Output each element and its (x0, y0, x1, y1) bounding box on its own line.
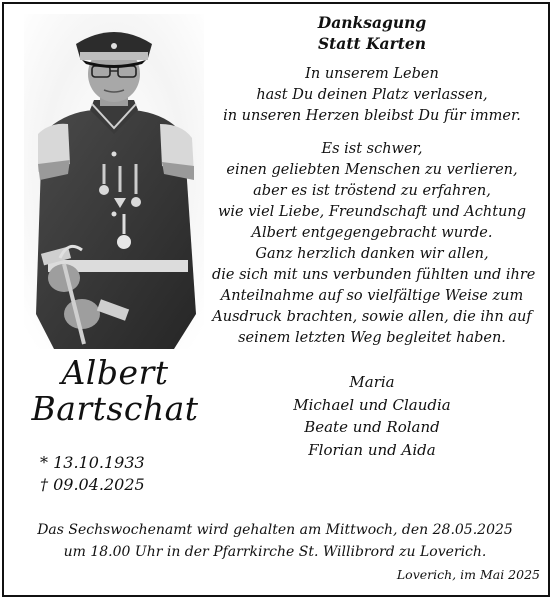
service-line: Das Sechswochenamt wird gehalten am Mittwoch, den 28.05.2025 (37, 522, 513, 538)
poem-line: seinem letzten Weg begleitet haben. (238, 330, 506, 346)
place-date: Loverich, im Mai 2025 (396, 567, 540, 582)
signer: Michael und Claudia (293, 395, 451, 414)
poem-line: In unserem Leben (305, 66, 439, 82)
portrait-photo (24, 14, 204, 349)
signers-list (212, 371, 532, 461)
poem-line: die sich mit uns verbunden fühlten und ihre (212, 267, 536, 283)
deceased-name (20, 355, 210, 427)
poem-line: in unseren Herzen bleibst Du für immer. (223, 108, 521, 124)
last-name: Bartschat (31, 389, 199, 428)
poem-line: Anteilnahme auf so vielfältige Weise zum (220, 288, 524, 304)
poem-stanza-2 (212, 139, 536, 349)
first-name: Albert (61, 353, 169, 392)
signer: Maria (349, 373, 395, 391)
life-dates (40, 452, 200, 496)
signer: Florian und Aida (308, 440, 436, 459)
death-date: † 09.04.2025 (40, 475, 145, 494)
poem-line: wie viel Liebe, Freundschaft und Achtung (218, 204, 526, 220)
service-line: um 18.00 Uhr in der Pfarrkirche St. Willibrord zu Loverich. (63, 544, 487, 560)
birth-date: * 13.10.1933 (40, 453, 145, 472)
heading-danksagung: Danksagung (317, 13, 427, 32)
poem-line: hast Du deinen Platz verlassen, (256, 87, 488, 103)
heading-statt-karten: Statt Karten (317, 34, 427, 53)
service-announcement (10, 519, 540, 563)
signer: Beate und Roland (304, 418, 440, 436)
poem-stanza-1 (212, 64, 532, 127)
poem-line: Albert entgegengebracht wurde. (251, 225, 493, 241)
poem-line: Es ist schwer, (321, 141, 423, 157)
poem-line: Ausdruck brachten, sowie allen, die ihn auf (212, 309, 532, 325)
poem-line: aber es ist tröstend zu erfahren, (253, 183, 491, 199)
poem-line: Ganz herzlich danken wir allen, (255, 246, 489, 262)
poem-line: einen geliebten Menschen zu verlieren, (226, 162, 518, 178)
text-column (212, 12, 536, 461)
